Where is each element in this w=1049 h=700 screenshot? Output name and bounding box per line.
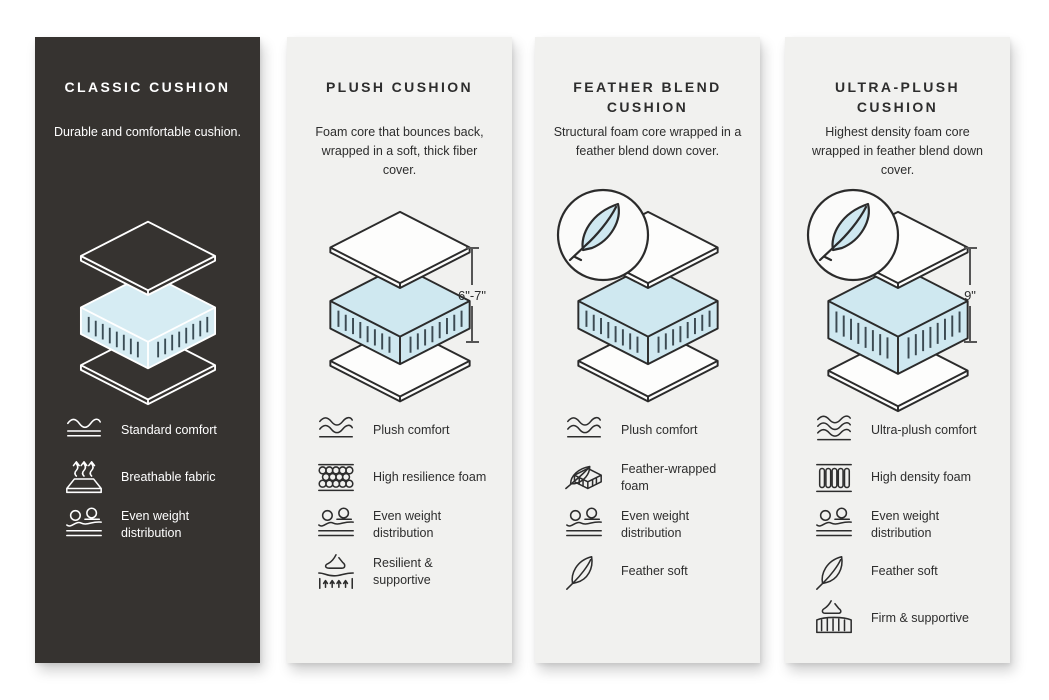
feature-list [51, 407, 244, 548]
feather-badge-icon [805, 187, 901, 283]
feature-row [303, 407, 496, 454]
feature-label: Feather-wrapped foam [621, 462, 717, 493]
feature-label: Feather soft [871, 564, 938, 579]
feather-badge-icon [555, 187, 651, 283]
waves-icon [315, 411, 357, 451]
measure-line [471, 249, 473, 285]
firm-icon [813, 599, 855, 639]
card-description: Structural foam core wrapped in a feather blend down cover. [553, 125, 742, 158]
feature-row [801, 501, 994, 548]
feature-row [51, 501, 244, 548]
height-measurement [950, 247, 990, 343]
feature-label: Even weight distribution [871, 509, 940, 540]
feature-label: Plush comfort [373, 423, 450, 438]
breathable-icon [63, 458, 105, 498]
waves-icon [563, 411, 605, 451]
waves3-icon [813, 411, 855, 451]
feature-row [303, 548, 496, 595]
cushion-layers-icon [70, 217, 226, 409]
card-feather-blend-cushion [535, 37, 760, 663]
card-title: ULTRA-PLUSH CUSHION [835, 79, 960, 116]
feature-label: Even weight distribution [621, 509, 690, 540]
cushion-illustration [801, 197, 994, 399]
feature-row [551, 548, 744, 595]
wave-icon [63, 411, 105, 451]
card-title: FEATHER BLEND CUSHION [573, 79, 722, 116]
feature-label: Breathable fabric [121, 470, 216, 485]
measure-line [471, 306, 473, 342]
cushion-illustration [303, 197, 496, 399]
feature-row [551, 407, 744, 454]
feature-label: Firm & supportive [871, 611, 969, 626]
feature-row [801, 595, 994, 642]
card-description: Highest density foam core wrapped in feather blend down cover. [812, 125, 983, 177]
resilient-icon [315, 552, 357, 592]
feature-row [303, 501, 496, 548]
even-weight-icon [63, 505, 105, 545]
even-weight-icon [813, 505, 855, 545]
feature-row [551, 501, 744, 548]
card-plush-cushion [287, 37, 512, 663]
measure-bottom-cap [964, 341, 977, 343]
feather-icon [563, 552, 605, 592]
feature-label: Standard comfort [121, 423, 217, 438]
feature-list [801, 407, 994, 642]
foam-cells-icon [315, 458, 357, 498]
measure-value: 6"-7" [457, 287, 487, 303]
card-description: Durable and comfortable cushion. [54, 125, 241, 139]
measure-value: 9" [964, 287, 976, 303]
feather-icon [813, 552, 855, 592]
feature-label: Even weight distribution [121, 509, 190, 540]
card-ultra-plush-cushion [785, 37, 1010, 663]
even-weight-icon [315, 505, 357, 545]
feather-foam-icon [563, 458, 605, 498]
even-weight-icon [563, 505, 605, 545]
feature-label: Feather soft [621, 564, 688, 579]
cushion-illustration [51, 197, 244, 399]
feature-label: High density foam [871, 470, 972, 485]
feature-row [303, 454, 496, 501]
height-measurement [452, 247, 492, 343]
feature-label: Ultra-plush comfort [871, 423, 977, 438]
feature-label: Plush comfort [621, 423, 698, 438]
cushion-illustration [551, 197, 744, 399]
feature-label: Resilient & supportive [373, 556, 433, 587]
feature-row [51, 407, 244, 454]
feature-list [303, 407, 496, 595]
feature-row [551, 454, 744, 501]
density-foam-icon [813, 458, 855, 498]
feature-row [51, 454, 244, 501]
measure-line [969, 306, 971, 342]
feature-list [551, 407, 744, 595]
feature-row [801, 454, 994, 501]
feature-label: Even weight distribution [373, 509, 442, 540]
card-classic-cushion [35, 37, 260, 663]
measure-line [969, 249, 971, 285]
measure-bottom-cap [466, 341, 479, 343]
feature-row [801, 548, 994, 595]
card-description: Foam core that bounces back, wrapped in a soft, thick fiber cover. [315, 125, 484, 177]
card-title: CLASSIC CUSHION [64, 79, 231, 95]
feature-label: High resilience foam [373, 470, 487, 485]
card-title: PLUSH CUSHION [325, 79, 474, 95]
